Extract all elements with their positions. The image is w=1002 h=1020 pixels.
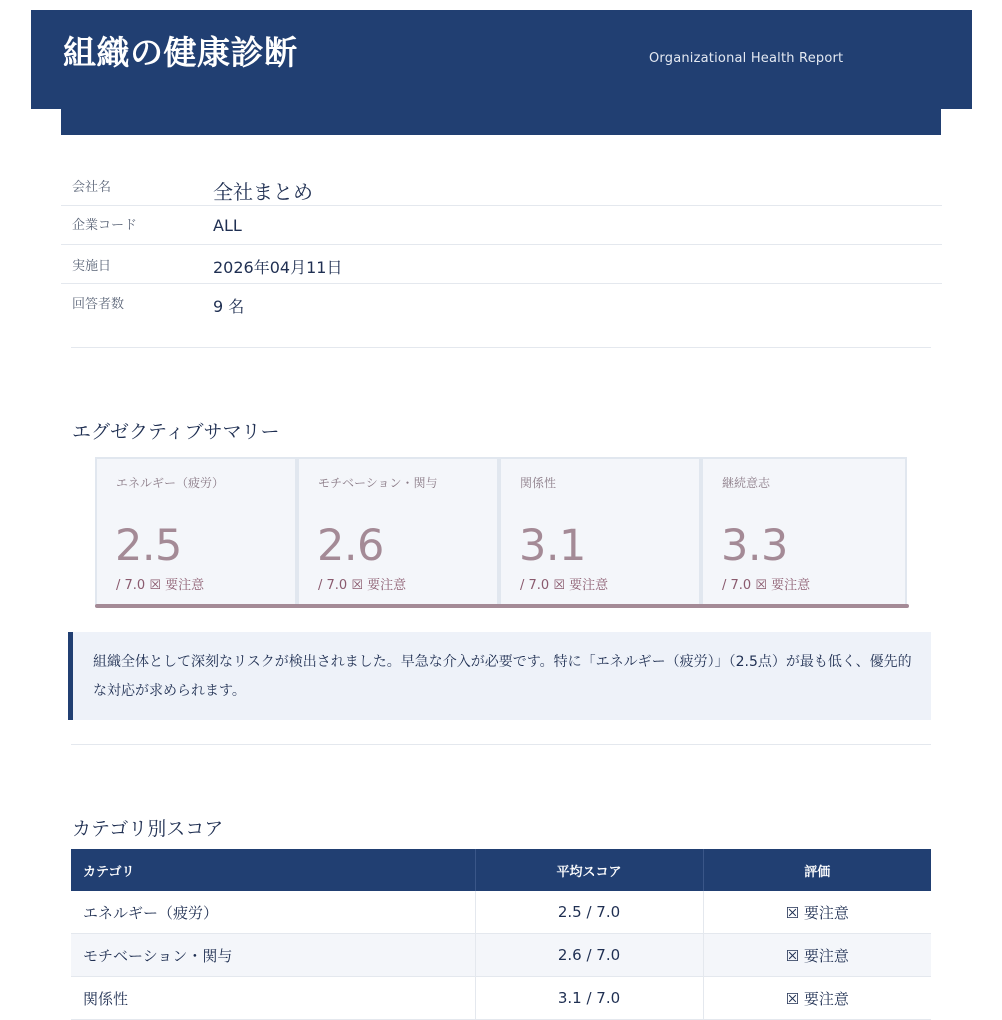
table-row — [71, 934, 931, 977]
company-code: ALL — [213, 216, 242, 235]
info-row-company — [61, 167, 942, 206]
row-score: 2.6 / 7.0 — [475, 934, 703, 977]
report-title: 組織の健康診断 — [63, 33, 298, 72]
table-row — [71, 977, 931, 1020]
row-rating: ☒ 要注意 — [703, 977, 931, 1020]
card-score: 2.5 — [115, 521, 182, 571]
info-row-date — [61, 245, 942, 284]
row-category: 関係性 — [71, 977, 475, 1020]
company-name: 全社まとめ — [213, 180, 313, 204]
section-divider — [71, 347, 931, 348]
table-row — [71, 891, 931, 934]
info-label: 会社名 — [72, 180, 112, 195]
report-header — [31, 10, 972, 109]
row-category: モチベーション・関与 — [71, 934, 475, 977]
survey-date: 2026年04月11日 — [213, 258, 343, 277]
card-status: / 7.0 ☒ 要注意 — [318, 578, 407, 593]
risk-alert — [68, 632, 931, 720]
row-rating: ☒ 要注意 — [703, 891, 931, 934]
info-row-code — [61, 206, 942, 245]
category-title: カテゴリ別スコア — [72, 818, 224, 840]
alert-message: 組織全体として深刻なリスクが検出されました。早急な介入が必要です。特に「エネルギー（疲労）」（2.5点）が最も低く、優先的な対応が求められます。 — [93, 654, 912, 699]
table-header-row — [71, 849, 931, 891]
warning-bar — [95, 604, 909, 608]
header-category: カテゴリ — [71, 849, 475, 891]
summary-card — [97, 459, 295, 604]
section-divider — [71, 744, 931, 745]
card-label: 継続意志 — [722, 476, 771, 490]
header-score: 平均スコア — [475, 849, 703, 891]
respondent-count: 9 名 — [213, 297, 245, 316]
header-rating: 評価 — [703, 849, 931, 891]
summary-card — [299, 459, 497, 604]
card-status: / 7.0 ☒ 要注意 — [116, 578, 205, 593]
card-status: / 7.0 ☒ 要注意 — [520, 578, 609, 593]
card-label: 関係性 — [520, 476, 557, 490]
info-label: 回答者数 — [72, 297, 125, 312]
category-table — [71, 849, 931, 1020]
row-rating: ☒ 要注意 — [703, 934, 931, 977]
card-label: モチベーション・関与 — [318, 476, 438, 490]
row-category: エネルギー（疲労） — [71, 891, 475, 934]
report-subtitle: Organizational Health Report — [649, 51, 844, 66]
card-score: 3.1 — [519, 521, 586, 571]
info-row-respondents — [61, 284, 942, 322]
card-label: エネルギー（疲労） — [116, 476, 225, 490]
summary-title: エグゼクティブサマリー — [72, 421, 280, 443]
row-score: 2.5 / 7.0 — [475, 891, 703, 934]
summary-card — [501, 459, 699, 604]
summary-cards — [95, 457, 907, 607]
alert-accent-border — [68, 632, 73, 720]
row-score: 3.1 / 7.0 — [475, 977, 703, 1020]
card-status: / 7.0 ☒ 要注意 — [722, 578, 811, 593]
header-band — [61, 109, 941, 135]
summary-card — [703, 459, 905, 604]
card-score: 3.3 — [721, 521, 788, 571]
info-label: 実施日 — [72, 259, 112, 274]
info-label: 企業コード — [72, 218, 138, 233]
card-score: 2.6 — [317, 521, 384, 571]
